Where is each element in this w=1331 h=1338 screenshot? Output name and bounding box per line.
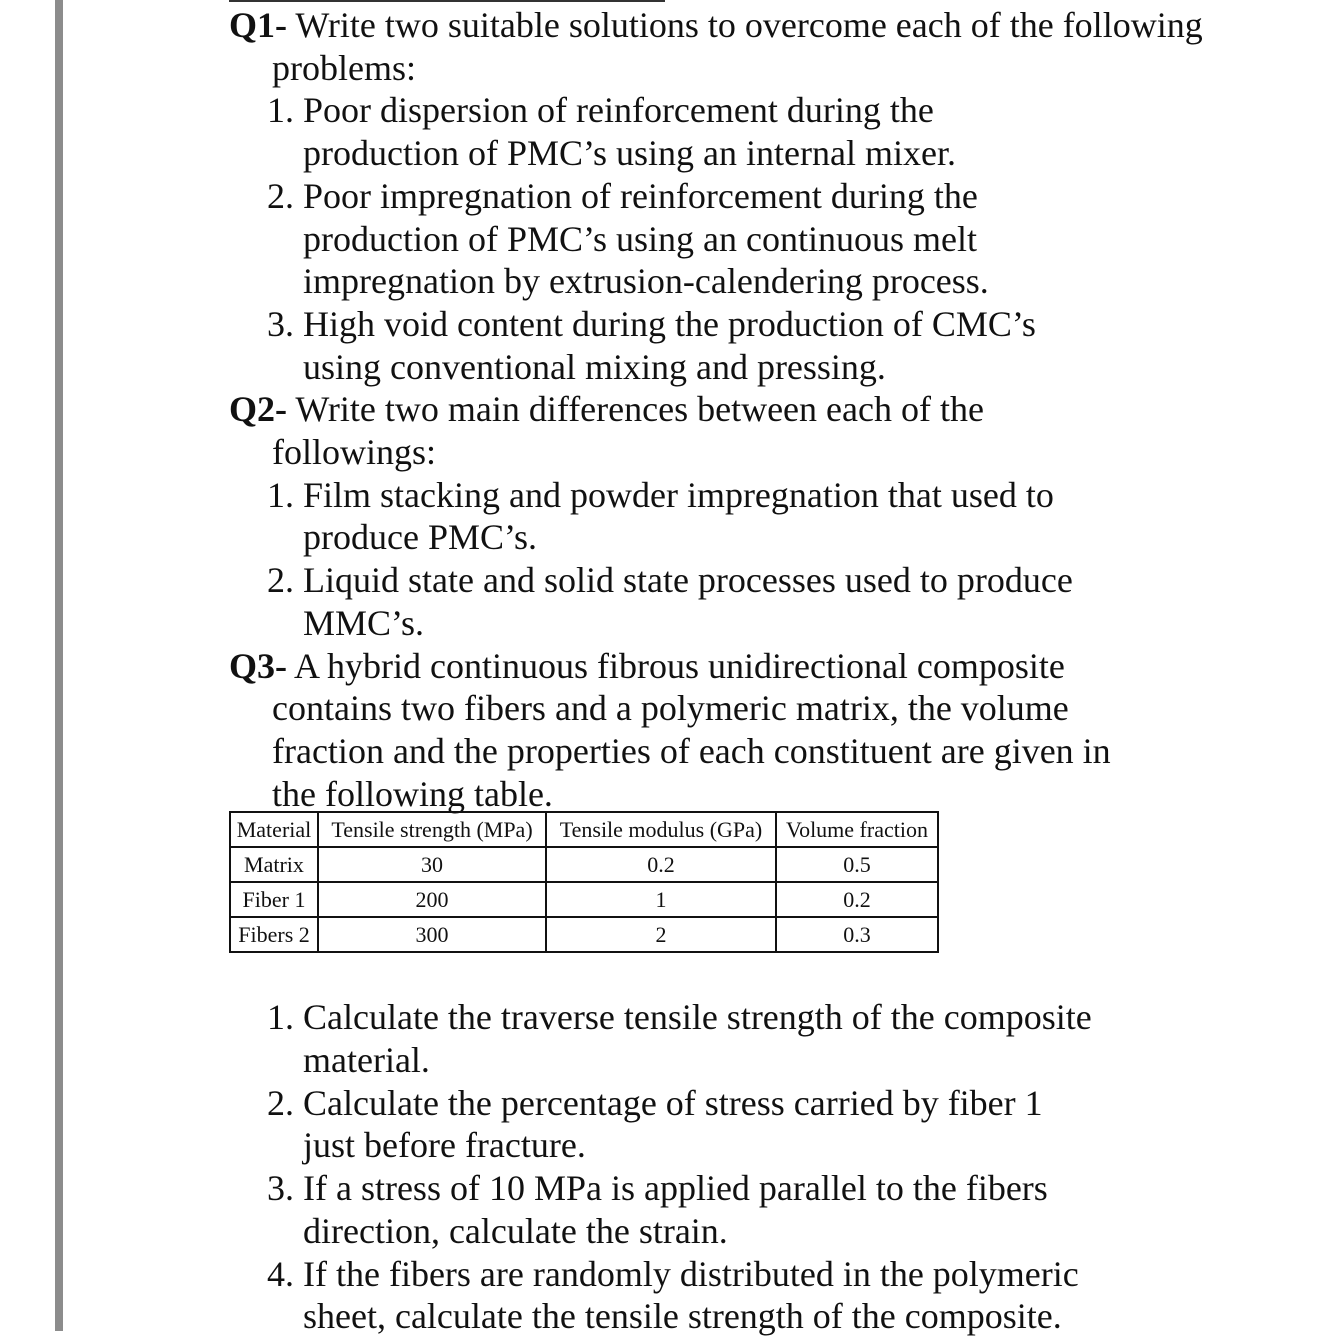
- table-row: [230, 882, 938, 917]
- q3-item-2-number: 2 .: [229, 1082, 303, 1167]
- table-header-material: Material: [230, 812, 318, 847]
- table-cell: Matrix: [230, 847, 318, 882]
- q2-item-2-text: Liquid state and solid state processes used to produce MMC’s.: [303, 560, 1073, 643]
- q3-item-1: [229, 996, 1309, 1081]
- table-row: [230, 847, 938, 882]
- q1-item-1-text: Poor dispersion of reinforcement during the production of PMC’s using an internal mixer.: [303, 90, 956, 174]
- table-row: [230, 917, 938, 952]
- q3-item-3-text: If a stress of 10 MPa is applied parallel to the fibers direction, calculate the strain.: [303, 1168, 1048, 1251]
- q1-heading: [229, 4, 1309, 89]
- q2-text: Write two main differences between each of the followings:: [272, 389, 984, 473]
- q2-item-1: [229, 474, 1309, 559]
- q3-text: A hybrid continuous fibrous unidirectional composite contains two fibers and a polymeric matrix, the volume fraction and the properties of each constituent are given in the following table.: [272, 645, 1111, 814]
- q3-item-3-number: 3 .: [229, 1167, 303, 1252]
- properties-table: [229, 811, 939, 953]
- table-header-row: [230, 812, 938, 847]
- top-rule: [229, 0, 665, 2]
- q2-item-2-number: 2 .: [229, 559, 303, 644]
- q1-item-2-text: Poor impregnation of reinforcement during the production of PMC’s using an continuous melt impregnation by extrusion-calendering process.: [303, 175, 989, 302]
- q3-item-1-number: 1 .: [229, 996, 303, 1081]
- q2-item-1-number: 1 .: [229, 474, 303, 559]
- table-cell: Fiber 1: [230, 882, 318, 917]
- table-header-volume-fraction: Volume fraction: [776, 812, 938, 847]
- q1-item-2: [229, 175, 1309, 303]
- table-cell: 30: [318, 847, 546, 882]
- table-cell: 0.5: [776, 847, 938, 882]
- table-header-tensile-modulus: Tensile modulus (GPa): [546, 812, 776, 847]
- q3-item-2: [229, 1082, 1309, 1167]
- table-cell: Fibers 2: [230, 917, 318, 952]
- q3-item-1-text: Calculate the traverse tensile strength of the composite material.: [303, 997, 1092, 1081]
- q3-subquestions: [229, 996, 1309, 1338]
- exam-questions: [229, 4, 1309, 1338]
- table-cell: 0.2: [776, 882, 938, 917]
- q1-item-3-text: High void content during the production of CMC’s using conventional mixing and pressing.: [303, 303, 1036, 387]
- q1-item-1: [229, 89, 1309, 174]
- table-cell: 200: [318, 882, 546, 917]
- q3-item-4-number: 4 .: [229, 1253, 303, 1338]
- q1-label: Q1-: [229, 5, 287, 45]
- left-margin-bar: [55, 0, 63, 1331]
- q1-item-1-number: 1 .: [229, 89, 303, 174]
- q3-heading: [229, 645, 1142, 816]
- table-cell: 300: [318, 917, 546, 952]
- q2-heading: [229, 388, 1062, 473]
- q3-item-2-text: Calculate the percentage of stress carried by fiber 1 just before fracture.: [303, 1082, 1043, 1166]
- q1-item-2-number: 2 .: [229, 175, 303, 303]
- q3-label: Q3-: [229, 645, 287, 686]
- q2-label: Q2-: [229, 389, 287, 430]
- q3-item-4-text: If the fibers are randomly distributed in the polymeric sheet, calculate the tensile strength of the composite.: [303, 1253, 1079, 1337]
- table-cell: 0.3: [776, 917, 938, 952]
- q3-item-4: [229, 1253, 1309, 1338]
- table-cell: 2: [546, 917, 776, 952]
- table-cell: 0.2: [546, 847, 776, 882]
- q1-item-3: [229, 303, 1309, 388]
- table-cell: 1: [546, 882, 776, 917]
- q3-item-3: [229, 1167, 1309, 1252]
- q2-item-2: [229, 559, 1309, 644]
- table-header-tensile-strength: Tensile strength (MPa): [318, 812, 546, 847]
- q2-item-1-text: Film stacking and powder impregnation that used to produce PMC’s.: [303, 474, 1054, 558]
- q1-item-3-number: 3 .: [229, 303, 303, 388]
- q1-text: Write two suitable solutions to overcome each of the following problems:: [272, 5, 1203, 88]
